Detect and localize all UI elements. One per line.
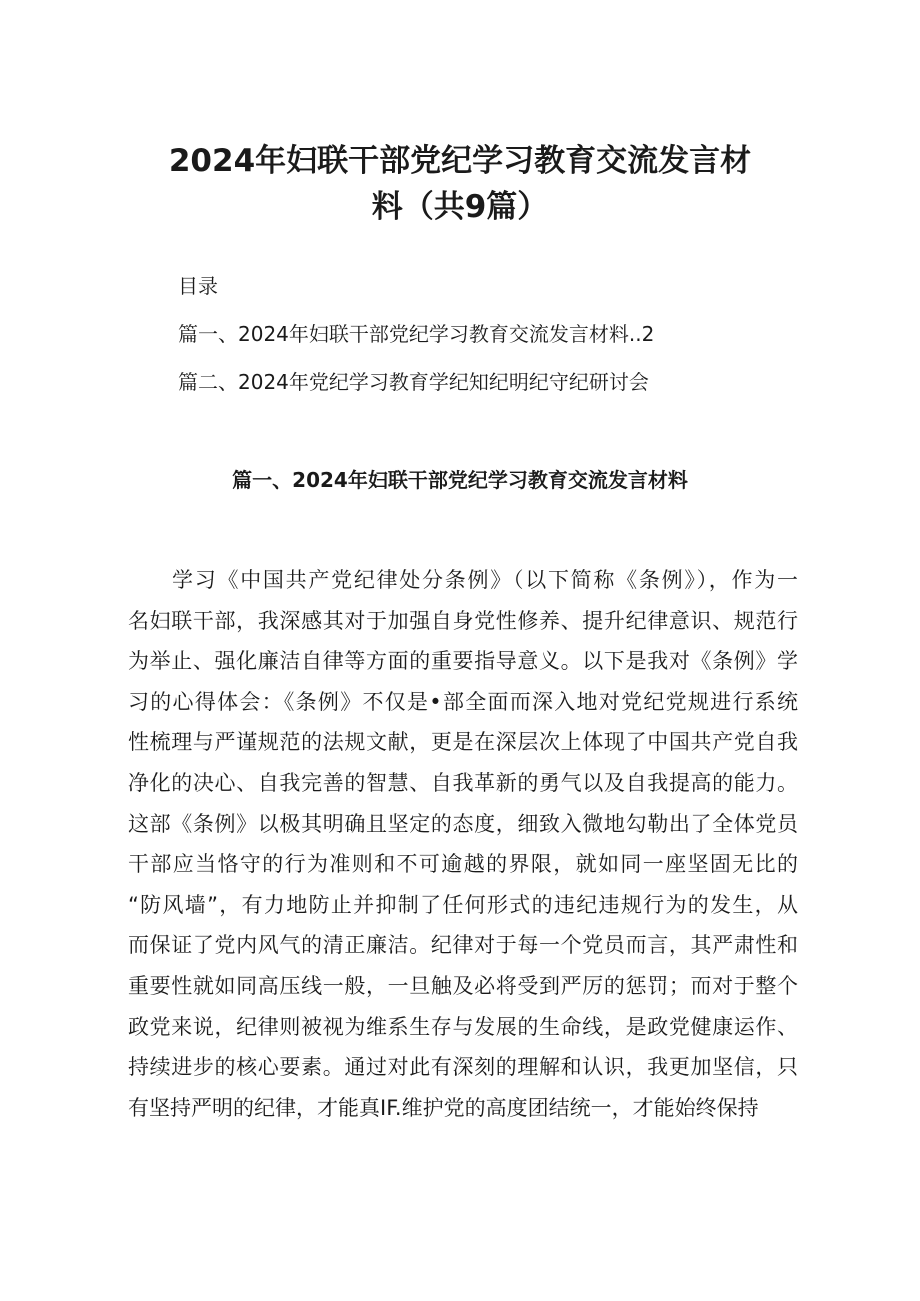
document-title xyxy=(120,138,800,230)
body-line: 习的心得体会：《条例》不仅是•部全面而深入地对党纪党规进行系统 xyxy=(128,689,798,714)
body-line: 为举止、强化廉洁自律等方面的重要指导意义。以下是我对《条例》学 xyxy=(128,649,798,674)
body-line: 净化的决心、自我完善的智慧、自我革新的勇气以及自我提高的能力。 xyxy=(128,770,798,795)
body-line: 性梳理与严谨规范的法规文献，更是在深层次上体现了中国共产党自我 xyxy=(128,730,798,755)
toc-heading: 目录 xyxy=(178,274,218,298)
body-line: 名妇联干部，我深感其对于加强自身党性修养、提升纪律意识、规范行 xyxy=(128,608,798,633)
table-of-contents xyxy=(178,262,798,406)
body-line: 学习《中国共产党纪律处分条例》（以下简称《条例》），作为一 xyxy=(172,568,798,592)
body-line: 重要性就如同高压线一般，一旦触及必将受到严厉的惩罚；而对于整个 xyxy=(128,973,798,998)
body-line: 这部《条例》以极其明确且坚定的态度，细致入微地勾勒出了全体党员 xyxy=(128,811,798,836)
document-title-line-1: 2024年妇联干部党纪学习教育交流发言材 xyxy=(168,143,752,179)
section-title: 篇一、2024年妇联干部党纪学习教育交流发言材料 xyxy=(232,468,688,492)
body-line: 持续进步的核心要素。通过对此有深刻的理解和认识，我更加坚信，只 xyxy=(128,1055,798,1080)
toc-item-1[interactable]: 篇一、2024年妇联干部党纪学习教育交流发言材料..2 xyxy=(178,322,655,346)
body-line: 干部应当恪守的行为准则和不可逾越的界限，就如同一座坚固无比的 xyxy=(128,852,798,877)
body-line: 而保证了党内风气的清正廉洁。纪律对于每一个党员而言，其严肃性和 xyxy=(128,933,798,958)
body-line: 政党来说，纪律则被视为维系生存与发展的生命线，是政党健康运作、 xyxy=(128,1014,798,1039)
toc-item-2[interactable]: 篇二、2024年党纪学习教育学纪知纪明纪守纪研讨会 xyxy=(178,370,649,394)
body-line: 有坚持严明的纪律，才能真IF.维护党的高度团结统一，才能始终保持 xyxy=(128,1095,759,1120)
document-title-line-2: 料（共9篇） xyxy=(371,189,549,225)
body-paragraph xyxy=(128,560,798,1128)
body-line: “防风墙”，有力地防止并抑制了任何形式的违纪违规行为的发生，从 xyxy=(128,892,798,917)
